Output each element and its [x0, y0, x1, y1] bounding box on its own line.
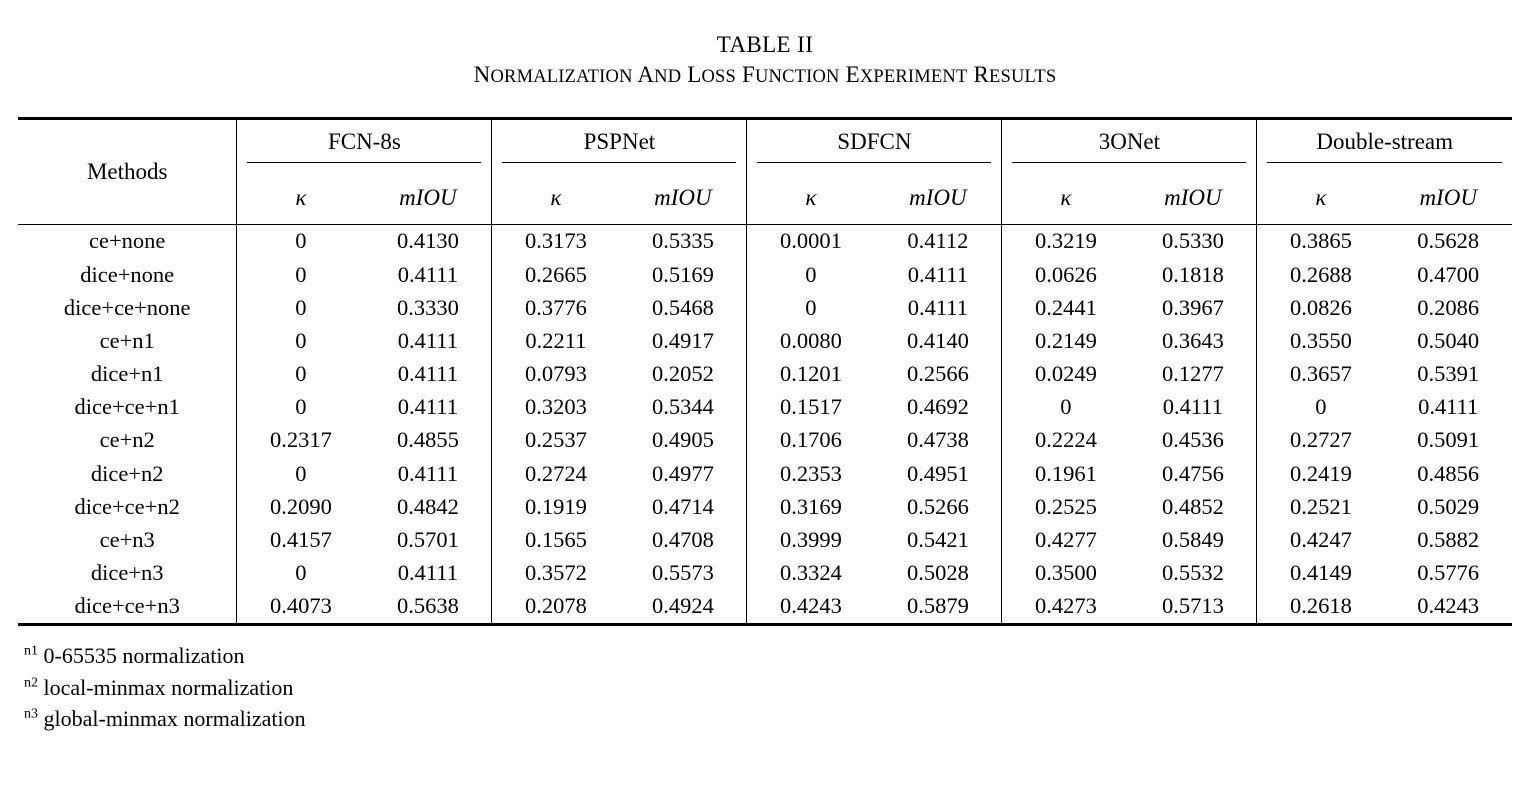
- row-method: ce+n3: [99, 527, 155, 552]
- row-cell: 0.4130: [364, 224, 492, 258]
- table-number: TABLE II: [716, 32, 814, 57]
- row-cell: 0.4905: [651, 427, 714, 453]
- footnote-text: global-minmax normalization: [43, 706, 306, 732]
- table-row: [18, 557, 1512, 590]
- row-cell: 0.5169: [651, 261, 714, 287]
- row-cell: 0: [1002, 391, 1130, 424]
- row-cell: 0.4149: [1257, 557, 1385, 590]
- row-cell: 0.2525: [1002, 490, 1130, 523]
- header-metric-miou-fcn8s: mIOU: [399, 184, 457, 210]
- header-group-3onet: [1002, 118, 1257, 172]
- row-cell: 0.4157: [237, 523, 365, 556]
- row-cell: 0.5638: [364, 590, 492, 625]
- row-cell: 0.0793: [492, 357, 620, 390]
- footnote-marker: n3: [24, 706, 38, 722]
- row-cell: 0: [237, 357, 365, 390]
- row-cell: 0.5849: [1161, 527, 1224, 552]
- title-word-3-rest: UNCTION: [754, 67, 840, 88]
- row-cell: 0.2419: [1257, 457, 1385, 490]
- row-cell: 0.0826: [1257, 291, 1385, 324]
- row-cell: 0.3865: [1257, 224, 1385, 258]
- row-cell: 0.2537: [492, 424, 620, 457]
- title-word-5: [973, 62, 1056, 87]
- row-cell: 0.5879: [874, 590, 1002, 625]
- title-word-4-rest: XPERIMENT: [859, 67, 968, 88]
- row-cell: 0: [237, 291, 365, 324]
- row-cell: 0: [1257, 391, 1385, 424]
- table-row: [18, 590, 1512, 625]
- row-cell: 0.4977: [651, 460, 714, 486]
- table-metric-header-row: [18, 172, 1512, 224]
- results-table: [18, 117, 1512, 626]
- footnote-text: local-minmax normalization: [43, 674, 294, 700]
- row-cell: 0.3967: [1161, 294, 1224, 320]
- row-cell: 0.0249: [1002, 357, 1130, 390]
- row-cell: 0.5344: [651, 394, 714, 420]
- row-cell: 0.4917: [651, 327, 714, 353]
- row-cell: 0.3219: [1002, 224, 1130, 258]
- title-word-4: [846, 62, 968, 87]
- table-title: [0, 60, 1530, 90]
- row-cell: 0.4855: [396, 427, 459, 453]
- table-row: [18, 357, 1512, 390]
- table-row: [18, 490, 1512, 523]
- row-cell: 0.2211: [492, 324, 620, 357]
- row-cell: 0.2052: [651, 361, 714, 387]
- header-methods: Methods: [18, 118, 237, 224]
- row-cell: 0.1919: [492, 490, 620, 523]
- row-cell: 0.5421: [906, 527, 969, 552]
- row-cell: 0.4277: [1002, 523, 1130, 556]
- header-group-sdfcn-label: SDFCN: [757, 129, 991, 163]
- row-cell: 0.2688: [1257, 258, 1385, 291]
- row-cell: 0.4273: [1002, 590, 1130, 625]
- row-cell: 0.4243: [747, 590, 875, 625]
- row-cell: 0.5335: [619, 224, 747, 258]
- title-word-2: [687, 62, 736, 87]
- header-metric-kappa-sdfcn: κ: [747, 172, 875, 224]
- title-word-5-first: R: [973, 62, 989, 88]
- row-cell: 0.2521: [1257, 490, 1385, 523]
- row-cell: 0.5628: [1384, 224, 1512, 258]
- row-cell: 0.4111: [397, 327, 458, 353]
- row-cell: 0.5330: [1129, 224, 1257, 258]
- row-cell: 0.1517: [747, 391, 875, 424]
- row-method: ce+n1: [99, 327, 155, 353]
- row-cell: 0.5713: [1129, 590, 1257, 625]
- row-cell: 0.3169: [747, 490, 875, 523]
- row-cell: 0.3572: [492, 557, 620, 590]
- header-metric-kappa-fcn8s: κ: [237, 172, 365, 224]
- row-cell: 0: [237, 457, 365, 490]
- row-method: dice+ce+none: [63, 294, 191, 320]
- row-cell: 0.4842: [396, 493, 459, 519]
- row-cell: 0.2078: [492, 590, 620, 625]
- row-cell: 0.3550: [1257, 324, 1385, 357]
- table-group-header-row: [18, 118, 1512, 172]
- row-method: ce+none: [18, 224, 237, 258]
- row-cell: 0.5573: [651, 560, 714, 586]
- header-group-pspnet: [492, 118, 747, 172]
- footnote-marker: n2: [24, 675, 38, 691]
- row-cell: 0.5029: [1417, 493, 1480, 519]
- row-cell: 0.5391: [1417, 361, 1480, 387]
- row-cell: 0.3999: [747, 523, 875, 556]
- row-cell: 0.2086: [1417, 294, 1480, 320]
- header-metric-miou-3onet: mIOU: [1164, 184, 1222, 210]
- footnote-n2: [18, 672, 1512, 704]
- footnote-marker: n1: [24, 643, 38, 659]
- row-cell: 0.4536: [1161, 427, 1224, 453]
- table-row: [18, 424, 1512, 457]
- table-row: [18, 324, 1512, 357]
- title-word-1: [637, 62, 681, 87]
- row-cell: 0.4073: [237, 590, 365, 625]
- row-cell: 0.5532: [1161, 560, 1224, 586]
- row-cell: 0.4111: [907, 294, 968, 320]
- footnote-n1: [18, 640, 1512, 672]
- row-cell: 0.2724: [492, 457, 620, 490]
- row-cell: 0: [237, 557, 365, 590]
- row-method: ce+n2: [99, 427, 155, 453]
- title-word-3-first: F: [741, 62, 755, 88]
- row-cell: 0.4756: [1161, 460, 1224, 486]
- row-method: dice+ce+n2: [74, 493, 180, 519]
- row-cell: 0.4111: [397, 261, 458, 287]
- row-cell: 0.2224: [1002, 424, 1130, 457]
- row-cell: 0.0626: [1002, 258, 1130, 291]
- title-word-1-first: A: [637, 62, 655, 88]
- footnote-text: 0-65535 normalization: [43, 642, 245, 668]
- table-row: [18, 291, 1512, 324]
- table-row: [18, 457, 1512, 490]
- row-cell: 0: [747, 291, 875, 324]
- row-cell: 0.0080: [747, 324, 875, 357]
- row-cell: 0.2317: [237, 424, 365, 457]
- row-cell: 0.4111: [397, 361, 458, 387]
- header-group-pspnet-label: PSPNet: [502, 129, 736, 163]
- row-cell: 0.1818: [1161, 261, 1224, 287]
- row-cell: 0.4692: [906, 394, 969, 420]
- row-cell: 0.0001: [747, 224, 875, 258]
- row-cell: 0.4852: [1161, 493, 1224, 519]
- row-cell: 0: [237, 224, 365, 258]
- row-cell: 0.2727: [1257, 424, 1385, 457]
- row-cell: 0.1961: [1002, 457, 1130, 490]
- row-cell: 0.3776: [492, 291, 620, 324]
- row-cell: 0.2665: [492, 258, 620, 291]
- row-cell: 0.5701: [396, 527, 459, 552]
- row-cell: 0.4247: [1257, 523, 1385, 556]
- title-word-4-first: E: [845, 62, 860, 88]
- row-cell: 0.1565: [492, 523, 620, 556]
- row-cell: 0.4243: [1384, 590, 1512, 625]
- header-metric-miou-double-stream: mIOU: [1419, 184, 1477, 210]
- row-cell: 0.3330: [396, 294, 459, 320]
- table-row: [18, 224, 1512, 258]
- header-metric-kappa-3onet: κ: [1002, 172, 1130, 224]
- title-word-3: [742, 62, 840, 87]
- row-cell: 0.4924: [619, 590, 747, 625]
- row-cell: 0.3643: [1161, 327, 1224, 353]
- row-method: dice+n3: [90, 560, 164, 586]
- row-method: dice+n1: [90, 361, 164, 387]
- row-cell: 0.3324: [747, 557, 875, 590]
- header-group-double-stream: [1257, 118, 1512, 172]
- row-cell: 0.4708: [651, 527, 714, 552]
- table-row: [18, 391, 1512, 424]
- row-cell: 0.4111: [397, 560, 458, 586]
- row-cell: 0.4111: [1418, 394, 1479, 420]
- table-footnotes: [18, 640, 1512, 735]
- row-cell: 0.5091: [1417, 427, 1480, 453]
- title-word-2-first: L: [687, 62, 702, 88]
- row-cell: 0.2618: [1257, 590, 1385, 625]
- row-cell: 0.3500: [1002, 557, 1130, 590]
- row-cell: 0: [237, 391, 365, 424]
- row-cell: 0.3203: [492, 391, 620, 424]
- title-word-5-rest: ESULTS: [989, 67, 1057, 88]
- row-cell: 0.1277: [1161, 361, 1224, 387]
- row-cell: 0: [747, 258, 875, 291]
- header-metric-kappa-pspnet: κ: [492, 172, 620, 224]
- header-metric-kappa-double-stream: κ: [1257, 172, 1385, 224]
- row-cell: 0: [237, 324, 365, 357]
- row-cell: 0.4856: [1417, 460, 1480, 486]
- title-word-0: [474, 62, 633, 87]
- table-caption: [0, 30, 1530, 91]
- row-cell: 0.2566: [906, 361, 969, 387]
- row-cell: 0.4700: [1417, 261, 1480, 287]
- row-cell: 0.5468: [651, 294, 714, 320]
- row-method: dice+none: [80, 261, 175, 287]
- header-group-3onet-label: 3ONet: [1012, 129, 1246, 163]
- row-cell: 0.4111: [907, 261, 968, 287]
- row-cell: 0: [237, 258, 365, 291]
- row-cell: 0.4111: [397, 394, 458, 420]
- row-cell: 0.1706: [747, 424, 875, 457]
- row-cell: 0.4112: [874, 224, 1002, 258]
- row-cell: 0.4111: [397, 460, 458, 486]
- row-cell: 0.2441: [1002, 291, 1130, 324]
- row-cell: 0.4951: [906, 460, 969, 486]
- row-cell: 0.4714: [651, 493, 714, 519]
- title-word-0-first: N: [473, 62, 491, 88]
- title-word-1-rest: ND: [654, 67, 682, 88]
- row-cell: 0.5040: [1417, 327, 1480, 353]
- row-cell: 0.3173: [492, 224, 620, 258]
- row-method: dice+n2: [90, 460, 164, 486]
- row-cell: 0.5266: [906, 493, 969, 519]
- row-method: dice+ce+n1: [74, 394, 180, 420]
- footnote-n3: [18, 703, 1512, 735]
- title-word-2-rest: OSS: [701, 67, 737, 88]
- header-group-sdfcn: [747, 118, 1002, 172]
- header-metric-miou-sdfcn: mIOU: [909, 184, 967, 210]
- results-table-container: [18, 117, 1512, 626]
- row-cell: 0.3657: [1257, 357, 1385, 390]
- row-cell: 0.2149: [1002, 324, 1130, 357]
- row-cell: 0.4738: [906, 427, 969, 453]
- header-metric-miou-pspnet: mIOU: [654, 184, 712, 210]
- header-group-double-stream-label: Double-stream: [1267, 129, 1502, 163]
- row-cell: 0.5776: [1417, 560, 1480, 586]
- table-row: [18, 258, 1512, 291]
- header-group-fcn8s-label: FCN-8s: [247, 129, 481, 163]
- title-word-0-rest: ORMALIZATION: [490, 67, 633, 88]
- header-group-fcn8s: [237, 118, 492, 172]
- row-cell: 0.2353: [747, 457, 875, 490]
- row-cell: 0.2090: [237, 490, 365, 523]
- row-cell: 0.5028: [906, 560, 969, 586]
- row-cell: 0.4111: [1162, 394, 1223, 420]
- row-method: dice+ce+n3: [18, 590, 237, 625]
- row-cell: 0.4140: [906, 327, 969, 353]
- row-cell: 0.1201: [747, 357, 875, 390]
- table-row: [18, 523, 1512, 556]
- row-cell: 0.5882: [1417, 527, 1480, 552]
